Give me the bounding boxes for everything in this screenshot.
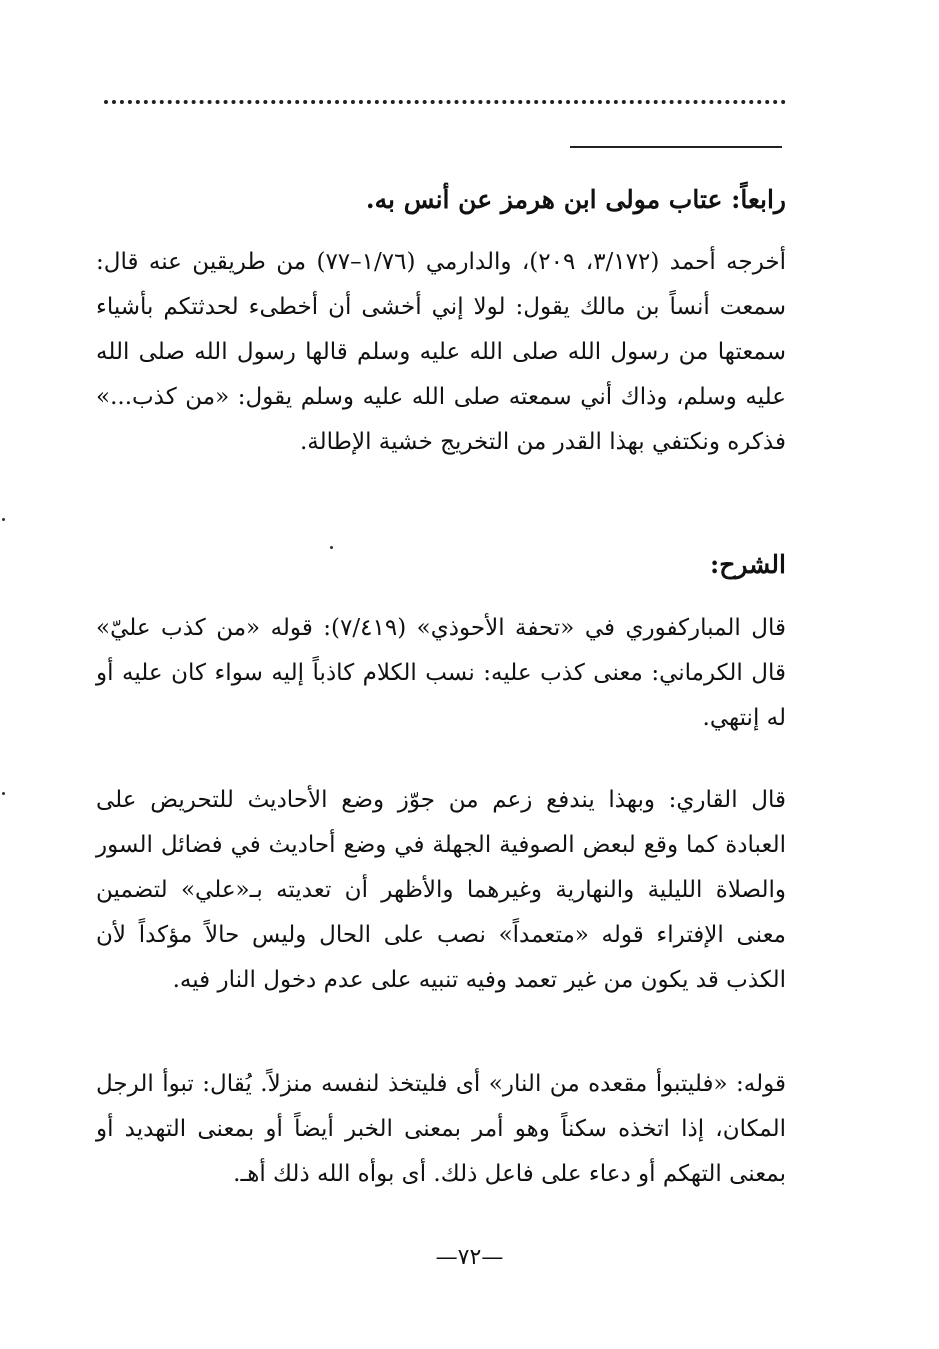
scan-speck — [330, 546, 333, 549]
dotted-separator — [104, 100, 786, 104]
scan-speck — [2, 792, 5, 795]
section-heading-rabi: رابعاً: عتاب مولى ابن هرمز عن أنس به. — [365, 185, 786, 214]
paragraph-mubarakfuri: قال المباركفوري في «تحفة الأحوذي» (٧/٤١٩): قوله «من كذب عليّ» قال الكرماني: معنى كذب عليه: نسب الكلام كاذباً إليه سواء كان عليه أو له إنتهي. — [96, 615, 786, 731]
page-number: —٧٢— — [435, 1245, 504, 1270]
scan-speck — [2, 518, 5, 521]
paragraph-takhrij: أخرجه أحمد (٣/١٧٢، ٢٠٩)، والدارمي (١/٧٦–٧٧) من طريقين عنه قال: سمعت أنساً بن مالك يقول: لولا إني أخشى أن أخطىء لحدثتكم بأشياء سمعتها من رسول الله صلى الله عليه وسلم قالها رسول الله صلى الله عليه وسلم، وذاك أني سمعته صلى الله عليه وسلم يقول: «من كذب...» فذكره ونكتفي بهذا القدر من التخريج خشية الإطالة. — [96, 249, 787, 455]
paragraph-tabawwa: قوله: «فليتبوأ مقعده من النار» أى فليتخذ لنفسه منزلاً. يُقال: تبوأ الرجل المكان، إذا اتخذه سكناً وهو أمر بمعنى الخبر أيضاً أو بمعنى التهديد أو بمعنى التهكم أو دعاء على فاعل ذلك. أى بوأه الله ذلك أهـ. — [96, 1071, 786, 1187]
section-heading-sharh: الشرح: — [709, 550, 786, 579]
short-rule — [570, 146, 782, 148]
paragraph-qari: قال القاري: وبهذا يندفع زعم من جوّز وضع الأحاديث للتحريض على العبادة كما وقع لبعض الصوفية الجهلة في وضع أحاديث في فضائل السور والصلاة الليلية والنهارية وغيرهما والأظهر أن تعديته بـ«علي» لتضمين معنى الإفتراء قوله «متعمداً» نصب على الحال وليس حالاً مؤكداً لأن الكذب قد يكون من غير تعمد وفيه تنبيه على عدم دخول النار فيه. — [96, 787, 786, 993]
